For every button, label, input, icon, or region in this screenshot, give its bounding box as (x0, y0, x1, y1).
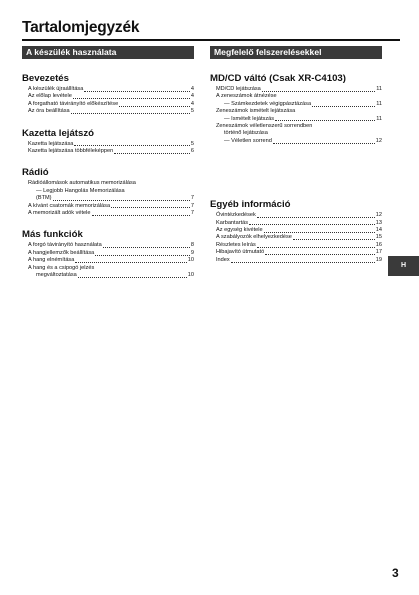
toc-entry[interactable]: Zeneszámok véletlenszerű sorrendben történő lejátszása — Véletlen sorrend 12 (216, 123, 382, 144)
toc-entry[interactable]: A hangjellemzők beállítása 9 (28, 249, 194, 256)
toc-entry[interactable]: MD/CD lejátszása 11 (216, 86, 382, 92)
toc-entry[interactable]: Kazetta lejátszása többféleképpen 6 (28, 148, 194, 155)
section-banner-usage: A készülék használata (22, 46, 194, 59)
heading-radio: Rádió (22, 167, 49, 179)
toc-entry[interactable]: A memorizált adók vétele 7 (28, 210, 194, 217)
toc-entry[interactable]: Az egység kivétele 14 (216, 227, 382, 234)
heading-mas-funkciok: Más funkciók (22, 229, 83, 241)
toc-entry[interactable]: Részletes leírás 16 (216, 241, 382, 248)
toc-entry[interactable]: A zeneszámok átnézése — Számkezdetek végigpásztázása 11 (216, 93, 382, 107)
toc-entry[interactable]: Hibajavító útmutató 17 (216, 249, 382, 256)
toc-entry[interactable]: Karbantartás 13 (216, 219, 382, 226)
toc-entry[interactable]: A kívánt csatornák memorizálása 7 (28, 202, 194, 209)
language-tab: H (388, 256, 419, 276)
toc-entry[interactable]: Zeneszámok ismételt lejátszása — Ismételt lejátszás 11 (216, 108, 382, 122)
right-column (210, 46, 382, 264)
toc-entry[interactable]: Az óra beállítása 5 (28, 108, 194, 115)
heading-kazetta: Kazetta lejátszó (22, 127, 94, 139)
toc-entry[interactable]: Index 19 (216, 256, 382, 263)
toc-entry[interactable]: A forgatható távirányító előkészítése 4 (28, 100, 194, 107)
toc-entry[interactable]: Az előlap levétele 4 (28, 93, 194, 100)
toc-entry[interactable]: A forgó távirányító használata 8 (28, 242, 194, 249)
page-number: 3 (392, 566, 399, 580)
section-banner-equipment: Megfelelő felszerelésekkel (210, 46, 382, 59)
toc-entry[interactable]: A hang elnémítása 10 (28, 257, 194, 264)
left-column (22, 46, 194, 280)
toc-entry[interactable]: Óvintézkedések 12 (216, 212, 382, 219)
toc-entry[interactable]: Rádióállomások automatikus memorizálása — Legjobb Hangolás Memorizálása (BTM) 7 (28, 180, 194, 202)
heading-md-cd: MD/CD váltó (Csak XR-C4103) (210, 73, 346, 84)
heading-bevezetes: Bevezetés (22, 73, 69, 84)
heading-egyeb: Egyéb információ (210, 199, 291, 211)
page-title: Tartalomjegyzék (22, 19, 140, 36)
toc-entry[interactable]: A hang és a csipogó jelzés megváltoztatása 10 (28, 264, 194, 279)
toc-entry[interactable]: Kazetta lejátszása 5 (28, 140, 194, 147)
title-rule (22, 39, 400, 41)
toc-entry[interactable]: A szabályozók elhelyezkedése 15 (216, 234, 382, 241)
toc-entry[interactable]: A készülék újraállítása 4 (28, 86, 194, 92)
